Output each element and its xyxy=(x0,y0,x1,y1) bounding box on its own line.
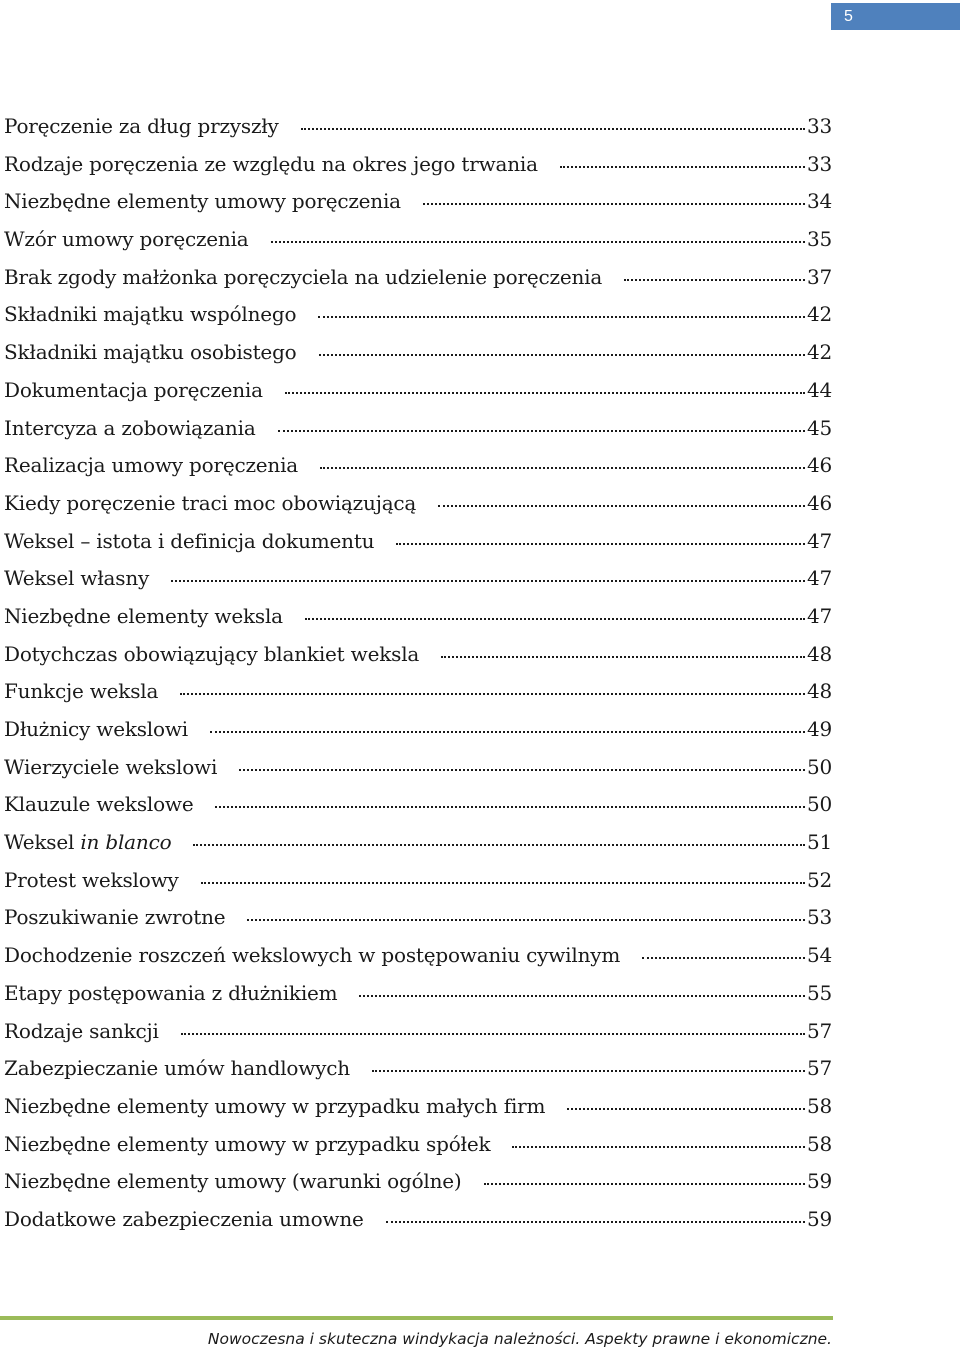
toc-entry-title: Weksel – istota i definicja dokumentu xyxy=(4,528,375,553)
toc-dot-leader xyxy=(210,731,805,733)
toc-entry[interactable] xyxy=(4,340,832,378)
toc-entry-page: 44 xyxy=(806,377,832,402)
toc-dot-leader xyxy=(438,505,805,507)
toc-entry[interactable] xyxy=(4,1056,832,1094)
toc-entry-page: 47 xyxy=(806,603,832,628)
toc-entry[interactable] xyxy=(4,830,832,868)
toc-entry[interactable] xyxy=(4,227,832,265)
toc-entry-page: 57 xyxy=(806,1056,832,1081)
toc-dot-leader xyxy=(372,1070,805,1072)
toc-entry-title: Dokumentacja poręczenia xyxy=(4,377,263,402)
toc-dot-leader xyxy=(642,957,805,959)
toc-entry-page: 49 xyxy=(806,717,832,741)
toc-entry-title: Etapy postępowania z dłużnikiem xyxy=(4,980,338,1005)
toc-dot-leader xyxy=(305,618,805,620)
toc-entry[interactable] xyxy=(4,189,832,227)
toc-dot-leader xyxy=(171,580,805,582)
toc-entry-title-prefix: Weksel xyxy=(4,830,81,855)
toc-entry-title: Intercyza a zobowiązania xyxy=(4,415,256,440)
toc-dot-leader xyxy=(181,1033,805,1035)
toc-dot-leader xyxy=(278,430,805,432)
toc-entry-title: Dodatkowe zabezpieczenia umowne xyxy=(4,1206,364,1231)
toc-entry-page: 42 xyxy=(806,340,832,365)
toc-entry-page: 33 xyxy=(806,114,832,138)
toc-entry-page: 47 xyxy=(806,566,832,591)
toc-dot-leader xyxy=(441,656,805,658)
toc-entry[interactable] xyxy=(4,1169,832,1207)
toc-dot-leader xyxy=(386,1221,805,1223)
toc-dot-leader xyxy=(201,882,805,884)
toc-entry-page: 33 xyxy=(806,151,832,176)
toc-dot-leader xyxy=(285,392,805,394)
toc-entry-title: Brak zgody małżonka poręczyciela na udzielenie poręczenia xyxy=(4,264,603,289)
toc-entry[interactable] xyxy=(4,1019,832,1057)
toc-entry-title: Dochodzenie roszczeń wekslowych w postępowaniu cywilnym xyxy=(4,943,621,968)
toc-dot-leader xyxy=(301,128,805,130)
toc-entry-title: Niezbędne elementy weksla xyxy=(4,603,283,628)
toc-entry-page: 58 xyxy=(806,1131,832,1156)
toc-entry[interactable] xyxy=(4,868,832,906)
toc-entry-page: 42 xyxy=(806,302,832,327)
toc-dot-leader xyxy=(180,693,805,695)
toc-entry-title: Wierzyciele wekslowi xyxy=(4,754,218,779)
toc-entry-title: Składniki majątku osobistego xyxy=(4,340,297,365)
page-number-badge: 5 xyxy=(831,3,960,30)
toc-entry-page: 54 xyxy=(806,943,832,968)
toc-entry-title-italic: in blanco xyxy=(80,830,172,855)
toc-entry[interactable] xyxy=(4,566,832,604)
toc-entry-page: 46 xyxy=(806,490,832,515)
toc-entry-title: Niezbędne elementy umowy w przypadku spółek xyxy=(4,1131,491,1156)
toc-entry[interactable] xyxy=(4,491,832,529)
toc-entry-page: 59 xyxy=(806,1206,832,1231)
toc-entry-title: Poszukiwanie zwrotne xyxy=(4,905,226,930)
toc-dot-leader xyxy=(560,166,805,168)
toc-entry[interactable] xyxy=(4,114,832,152)
toc-entry-title: Dłużnicy wekslowi xyxy=(4,717,188,741)
toc-entry[interactable] xyxy=(4,1207,832,1245)
toc-dot-leader xyxy=(239,769,805,771)
toc-entry-title: Weksel własny xyxy=(4,566,150,591)
toc-entry[interactable] xyxy=(4,1132,832,1170)
toc-entry-page: 46 xyxy=(806,453,832,478)
toc-entry[interactable] xyxy=(4,792,832,830)
toc-dot-leader xyxy=(319,354,805,356)
toc-entry-page: 55 xyxy=(806,980,832,1005)
footer-text: Nowoczesna i skuteczna windykacja należności. Aspekty prawne i ekonomiczne. xyxy=(207,1330,832,1348)
toc-entry[interactable] xyxy=(4,1094,832,1132)
toc-entry[interactable] xyxy=(4,378,832,416)
toc-entry-page: 59 xyxy=(806,1169,832,1194)
toc-entry[interactable] xyxy=(4,529,832,567)
toc-entry-title: Klauzule wekslowe xyxy=(4,792,194,817)
toc-entry-page: 48 xyxy=(806,641,832,666)
toc-entry-title: Niezbędne elementy umowy poręczenia xyxy=(4,189,401,214)
table-of-contents xyxy=(4,114,832,1245)
toc-entry[interactable] xyxy=(4,152,832,190)
toc-dot-leader xyxy=(318,316,805,318)
toc-entry-page: 50 xyxy=(806,754,832,779)
toc-entry[interactable] xyxy=(4,755,832,793)
toc-entry-title: Wzór umowy poręczenia xyxy=(4,227,249,252)
toc-entry-page: 47 xyxy=(806,528,832,553)
toc-entry-title: Dotychczas obowiązujący blankiet weksla xyxy=(4,641,420,666)
toc-entry-page: 52 xyxy=(806,867,832,892)
toc-entry-title: Rodzaje poręczenia ze względu na okres jego trwania xyxy=(4,151,538,176)
toc-dot-leader xyxy=(271,241,805,243)
toc-dot-leader xyxy=(247,919,805,921)
toc-entry[interactable] xyxy=(4,302,832,340)
toc-entry-page: 45 xyxy=(806,415,832,440)
toc-entry[interactable] xyxy=(4,943,832,981)
toc-dot-leader xyxy=(484,1183,805,1185)
toc-dot-leader xyxy=(320,467,805,469)
toc-dot-leader xyxy=(512,1146,805,1148)
toc-dot-leader xyxy=(359,995,804,997)
footer-divider xyxy=(0,1316,833,1320)
toc-entry-title: Niezbędne elementy umowy w przypadku małych firm xyxy=(4,1093,546,1118)
toc-entry[interactable] xyxy=(4,265,832,303)
toc-entry-page: 50 xyxy=(806,792,832,817)
toc-entry-title: Funkcje weksla xyxy=(4,679,159,704)
toc-entry[interactable] xyxy=(4,453,832,491)
toc-entry[interactable] xyxy=(4,416,832,454)
toc-dot-leader xyxy=(567,1108,805,1110)
toc-dot-leader xyxy=(215,806,804,808)
toc-entry-title: Rodzaje sankcji xyxy=(4,1018,159,1043)
toc-dot-leader xyxy=(396,543,805,545)
toc-entry-page: 35 xyxy=(806,227,832,252)
toc-entry-page: 37 xyxy=(806,264,832,289)
toc-entry-title: Składniki majątku wspólnego xyxy=(4,302,297,327)
toc-entry-page: 58 xyxy=(806,1093,832,1118)
toc-entry-title: Realizacja umowy poręczenia xyxy=(4,453,299,478)
toc-entry[interactable] xyxy=(4,981,832,1019)
toc-dot-leader xyxy=(624,279,805,281)
toc-entry-title: Poręczenie za dług przyszły xyxy=(4,114,279,138)
toc-dot-leader xyxy=(423,203,805,205)
toc-entry[interactable] xyxy=(4,717,832,755)
toc-entry[interactable] xyxy=(4,604,832,642)
toc-entry[interactable] xyxy=(4,642,832,680)
toc-dot-leader xyxy=(193,844,805,846)
toc-entry-title: Niezbędne elementy umowy (warunki ogólne) xyxy=(4,1169,462,1194)
toc-entry-page: 34 xyxy=(806,189,832,214)
toc-entry-title: Protest wekslowy xyxy=(4,867,179,892)
toc-entry-title: Zabezpieczanie umów handlowych xyxy=(4,1056,350,1081)
toc-entry-page: 51 xyxy=(806,830,832,855)
toc-entry-page: 48 xyxy=(806,679,832,704)
toc-entry-page: 57 xyxy=(806,1018,832,1043)
toc-entry[interactable] xyxy=(4,679,832,717)
toc-entry-page: 53 xyxy=(806,905,832,930)
toc-entry-title xyxy=(4,830,171,854)
toc-entry[interactable] xyxy=(4,905,832,943)
toc-entry-title: Kiedy poręczenie traci moc obowiązującą xyxy=(4,490,417,515)
